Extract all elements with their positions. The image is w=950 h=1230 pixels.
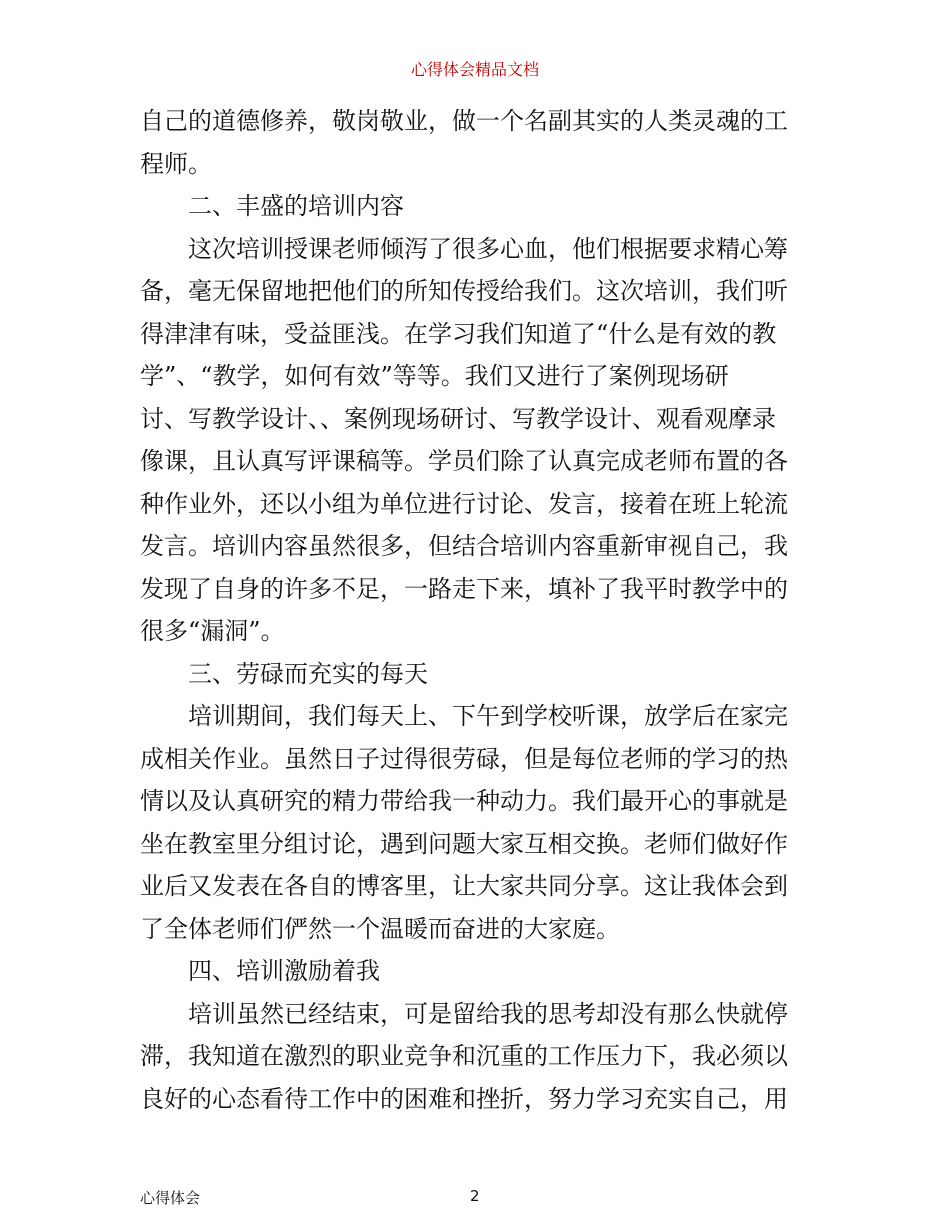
text-line: 种作业外，还以小组为单位进行讨论、发言，接着在班上轮流: [140, 489, 788, 518]
text-line: 培训虽然已经结束，可是留给我的思考却没有那么快就停: [188, 999, 788, 1028]
text-line: 像课，且认真写评课稿等。学员们除了认真完成老师布置的各: [140, 447, 788, 475]
text-line: 学”、“教学，如何有效”等等。我们又进行了案例现场研: [140, 362, 729, 390]
section-heading: 三、劳碌而充实的每天: [188, 659, 428, 688]
text-line: 情以及认真研究的精力带给我一种动力。我们最开心的事就是: [140, 787, 788, 815]
text-line: 自己的道德修养，敬岗敬业，做一个名副其实的人类灵魂的工: [140, 107, 788, 135]
section-heading: 二、丰盛的培训内容: [188, 192, 404, 220]
page-number: 2: [470, 1187, 480, 1205]
text-line: 备，毫无保留地把他们的所知传授给我们。这次培训，我们听: [140, 277, 788, 305]
document-body: [140, 100, 820, 1120]
text-line: 发现了自身的许多不足，一路走下来，填补了我平时教学中的: [140, 574, 788, 603]
section-heading: 四、培训激励着我: [188, 957, 380, 985]
text-line: 滞，我知道在激烈的职业竞争和沉重的工作压力下，我必须以: [140, 1042, 788, 1070]
text-line: 成相关作业。虽然日子过得很劳碌，但是每位老师的学习的热: [140, 744, 788, 773]
text-line: 程师。: [140, 149, 212, 178]
text-line: 业后又发表在各自的博客里，让大家共同分享。这让我体会到: [140, 872, 788, 900]
text-line: 发言。培训内容虽然很多，但结合培训内容重新审视自己，我: [140, 532, 788, 560]
footer-label: 心得体会: [140, 1189, 201, 1207]
text-line: 很多“漏洞”。: [140, 617, 285, 645]
text-line: 坐在教室里分组讨论，遇到问题大家互相交换。老师们做好作: [140, 829, 788, 858]
text-line: 了全体老师们俨然一个温暖而奋进的大家庭。: [140, 914, 620, 943]
page-header: 心得体会精品文档: [410, 60, 539, 79]
text-line: 得津津有味，受益匪浅。在学习我们知道了“什么是有效的教: [140, 319, 777, 348]
text-line: 培训期间，我们每天上、下午到学校听课，放学后在家完: [188, 702, 788, 730]
text-line: 良好的心态看待工作中的困难和挫折，努力学习充实自己，用: [140, 1084, 788, 1113]
text-line: 这次培训授课老师倾泻了很多心血，他们根据要求精心筹: [188, 234, 788, 263]
text-line: 讨、写教学设计、、案例现场研讨、写教学设计、观看观摩录: [140, 404, 776, 433]
